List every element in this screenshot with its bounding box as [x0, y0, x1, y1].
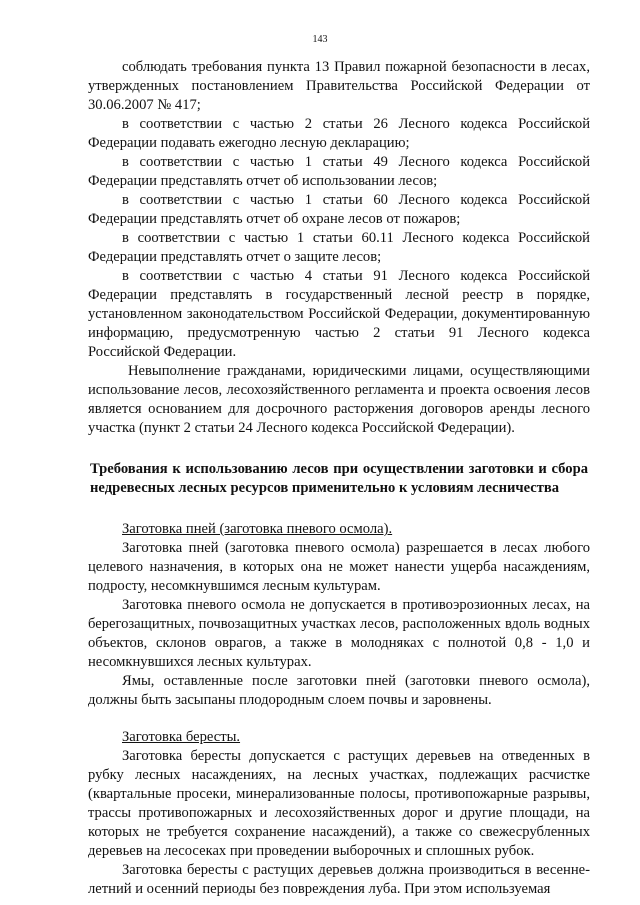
spacer [88, 438, 590, 460]
stumps-title: Заготовка пней (заготовка пневого осмола). [122, 521, 393, 537]
paragraph-forest-registry: в соответствии с частью 4 статьи 91 Лесного кодекса Российской Федерации представлять в государственный лесной реестр в порядке, установленном законодательством Российской Федерации, документированную информацию, предусмотренную частью 2 статьи 91 Лесного кодекса Российской Федерации. [88, 268, 590, 360]
paragraph-usage-report: в соответствии с частью 1 статьи 49 Лесного кодекса Российской Федерации представлять отчет об использовании лесов; [88, 154, 590, 189]
paragraph-fire-protection-report: в соответствии с частью 1 статьи 60 Лесного кодекса Российской Федерации представлять отчет об охране лесов от пожаров; [88, 192, 590, 227]
paragraph-stumps-2: Заготовка пневого осмола не допускается в противоэрозионных лесах, на берегозащитных, почвозащитных участках лесов, расположенных вдоль водных объектов, склонов оврагов, а также в молодняках с полнотой 0,8 - 1,0 и несомкнувшихся лесных культурах. [88, 597, 590, 670]
paragraph-forest-declaration: в соответствии с частью 2 статьи 26 Лесного кодекса Российской Федерации подавать ежегодно лесную декларацию; [88, 116, 590, 151]
page-number: 143 [312, 34, 328, 45]
spacer [88, 710, 590, 728]
birchbark-title: Заготовка бересты. [122, 729, 241, 745]
paragraph-birchbark-1: Заготовка бересты допускается с растущих деревьев на отведенных в рубку лесных насаждениях, на лесных участках, подлежащих расчистке (квартальные просеки, минерализованные полосы, противопожарные разрывы, трассы противопожарных и лесохозяйственных дорог и другие площади, на которых не требуется сохранение насаждений), а также со свежесрубленных деревьев на лесосеках при проведении выборочных и сплошных рубок. [88, 748, 590, 859]
section-heading: Требования к использованию лесов при осуществлении заготовки и сбора недревесных лесных ресурсов применительно к условиям лесничества [90, 461, 588, 496]
paragraph-forest-protection-report: в соответствии с частью 1 статьи 60.11 Лесного кодекса Российской Федерации представлять отчет о защите лесов; [88, 230, 590, 265]
subsection-title-stumps [88, 520, 590, 539]
paragraph-stumps-3: Ямы, оставленные после заготовки пней (заготовки пневого осмола), должны быть засыпаны плодородным слоем почвы и заровнены. [88, 673, 590, 708]
paragraph-termination: Невыполнение гражданами, юридическими лицами, осуществляющими использование лесов, лесохозяйственного регламента и проекта освоения лесов является основанием для досрочного расторжения договоров аренды лесного участка (пункт 2 статьи 24 Лесного кодекса Российской Федерации). [88, 363, 590, 436]
paragraph-fire-safety: соблюдать требования пункта 13 Правил пожарной безопасности в лесах, утвержденных постановлением Правительства Российской Федерации от 30.06.2007 № 417; [88, 59, 590, 113]
spacer [88, 498, 590, 520]
subsection-title-birchbark [88, 728, 590, 747]
paragraph-stumps-1: Заготовка пней (заготовка пневого осмола) разрешается в лесах любого целевого назначения, в которых она не может нанести ущерба насаждениям, подросту, несомкнувшимся лесным культурам. [88, 540, 590, 594]
paragraph-birchbark-2: Заготовка бересты с растущих деревьев должна производиться в весенне-летний и осенний периоды без повреждения луба. При этом используемая [88, 862, 590, 897]
page-content [88, 58, 590, 899]
